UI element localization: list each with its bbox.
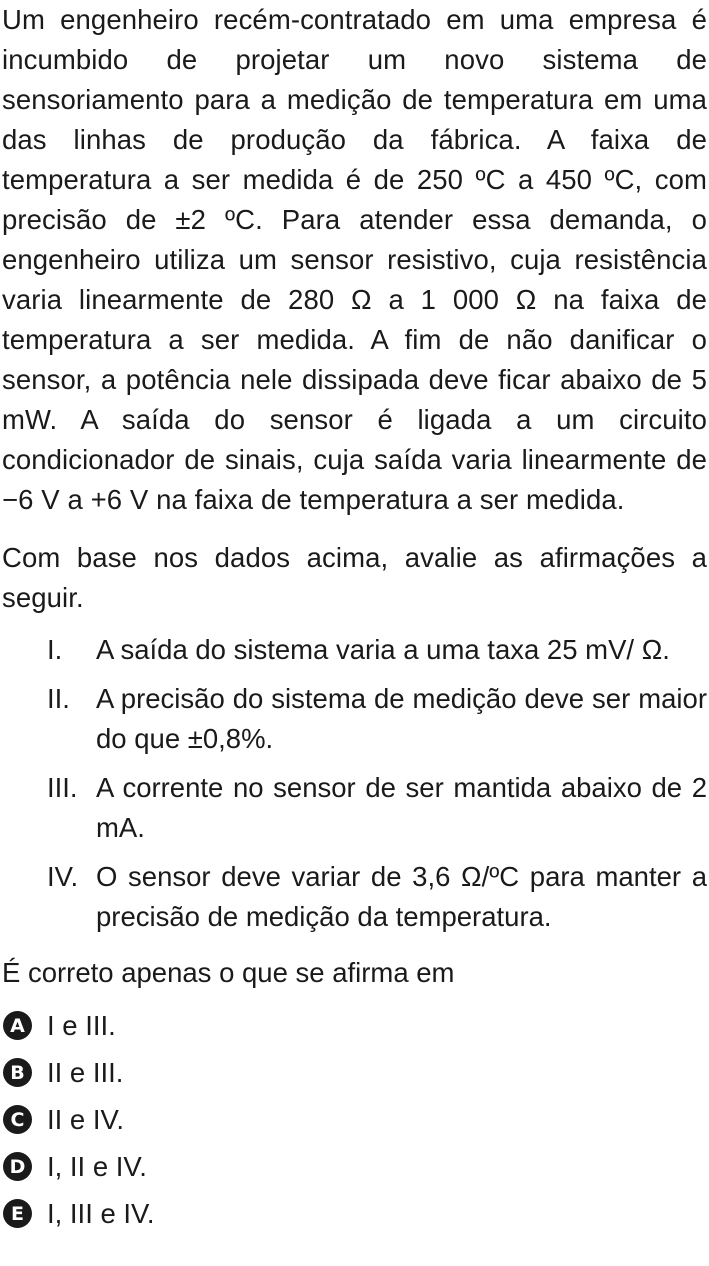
- option-a[interactable]: [2, 1002, 707, 1049]
- option-letter-badge: B: [3, 1058, 32, 1087]
- statement-item: [2, 630, 707, 670]
- prompt-paragraph: Com base nos dados acima, avalie as afirmações a seguir.: [2, 542, 707, 613]
- statement-text: A corrente no sensor de ser mantida abaixo de 2 mA.: [96, 772, 707, 843]
- statement-number: III.: [47, 772, 78, 803]
- statement-number: IV.: [47, 861, 79, 892]
- statement-number: II.: [47, 683, 70, 714]
- option-e[interactable]: [2, 1190, 707, 1237]
- option-text: II e III.: [47, 1056, 124, 1088]
- statement-text: A precisão do sistema de medição deve ser maior do que ±0,8%.: [96, 683, 707, 754]
- answer-options: [2, 1002, 707, 1237]
- statement-text: A saída do sistema varia a uma taxa 25 mV/ Ω.: [96, 634, 670, 665]
- option-text: I, II e IV.: [47, 1150, 147, 1182]
- option-b[interactable]: [2, 1049, 707, 1096]
- statement-number: I.: [47, 634, 63, 665]
- option-d[interactable]: [2, 1143, 707, 1190]
- statement-text: O sensor deve variar de 3,6 Ω/ºC para manter a precisão de medição da temperatura.: [96, 861, 707, 932]
- question-text: É correto apenas o que se afirma em: [2, 957, 455, 988]
- statement-item: [2, 679, 707, 759]
- statement-list: [2, 630, 707, 937]
- intro-paragraph: Um engenheiro recém-contratado em uma empresa é incumbido de projetar um novo sistema de sensoriamento para a medição de temperatura em uma das linhas de produção da fábrica. A faixa de temperatura a ser medida é de 250 ºC a 450 ºC, com precisão de ±2 ºC. Para atender essa demanda, o engenheiro utiliza um sensor resistivo, cuja resistência varia linearmente de 280 Ω a 1 000 Ω na faixa de temperatura a ser medida. A fim de não danificar o sensor, a potência nele dissipada deve ficar abaixo de 5 mW. A saída do sensor é ligada a um circuito condicionador de sinais, cuja saída varia linearmente de −6 V a +6 V na faixa de temperatura a ser medida.: [2, 4, 707, 515]
- option-text: I e III.: [47, 1009, 116, 1041]
- option-text: I, III e IV.: [47, 1197, 155, 1229]
- option-letter-badge: C: [3, 1105, 32, 1134]
- option-letter-badge: D: [3, 1152, 32, 1181]
- option-letter-badge: A: [3, 1011, 32, 1040]
- option-letter-badge: E: [3, 1199, 32, 1228]
- statement-item: [2, 768, 707, 848]
- statement-item: [2, 857, 707, 937]
- option-c[interactable]: [2, 1096, 707, 1143]
- option-text: II e IV.: [47, 1103, 124, 1135]
